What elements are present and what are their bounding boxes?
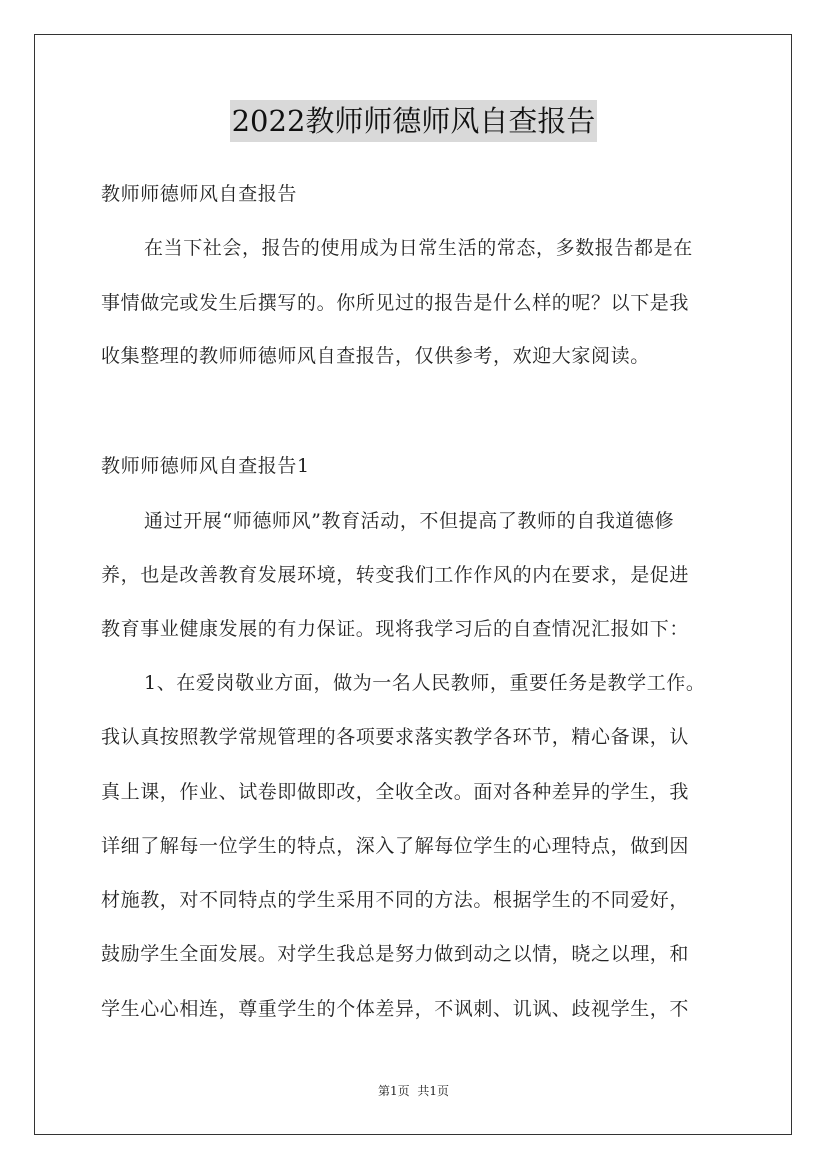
paragraph-line: 1、在爱岗敬业方面，做为一名人民教师，重要任务是教学工作。 — [144, 672, 706, 694]
paragraph-line: 事情做完或发生后撰写的。你所见过的报告是什么样的呢？以下是我 — [101, 292, 690, 314]
title-wrap — [0, 100, 827, 142]
page-total: 共1页 — [417, 1084, 450, 1098]
paragraph-line: 通过开展“师德师风”教育活动，不但提高了教师的自我道德修 — [144, 510, 675, 532]
paragraph-line: 真上课，作业、试卷即做即改，全收全改。面对各种差异的学生，我 — [101, 781, 690, 803]
paragraph-line: 教育事业健康发展的有力保证。现将我学习后的自查情况汇报如下： — [101, 618, 690, 640]
page-footer — [0, 1083, 827, 1099]
page-number: 第1页 — [377, 1084, 410, 1098]
paragraph-line: 材施教，对不同特点的学生采用不同的方法。根据学生的不同爱好， — [101, 889, 690, 911]
paragraph-line: 学生心心相连，尊重学生的个体差异，不讽刺、讥讽、歧视学生，不 — [101, 998, 690, 1020]
paragraph-line: 收集整理的教师师德师风自查报告，仅供参考，欢迎大家阅读。 — [101, 345, 650, 367]
section-heading: 教师师德师风自查报告 — [101, 183, 298, 205]
paragraph-line: 养，也是改善教育发展环境，转变我们工作作风的内在要求，是促进 — [101, 564, 690, 586]
paragraph-line: 在当下社会，报告的使用成为日常生活的常态，多数报告都是在 — [144, 237, 693, 259]
paragraph-line: 鼓励学生全面发展。对学生我总是努力做到动之以情，晓之以理，和 — [101, 943, 690, 965]
paragraph-line: 我认真按照教学常规管理的各项要求落实教学各环节，精心备课，认 — [101, 726, 690, 748]
section-heading: 教师师德师风自查报告1 — [101, 455, 310, 477]
document-title: 2022教师师德师风自查报告 — [230, 100, 598, 142]
paragraph-line: 详细了解每一位学生的特点，深入了解每位学生的心理特点，做到因 — [101, 835, 690, 857]
